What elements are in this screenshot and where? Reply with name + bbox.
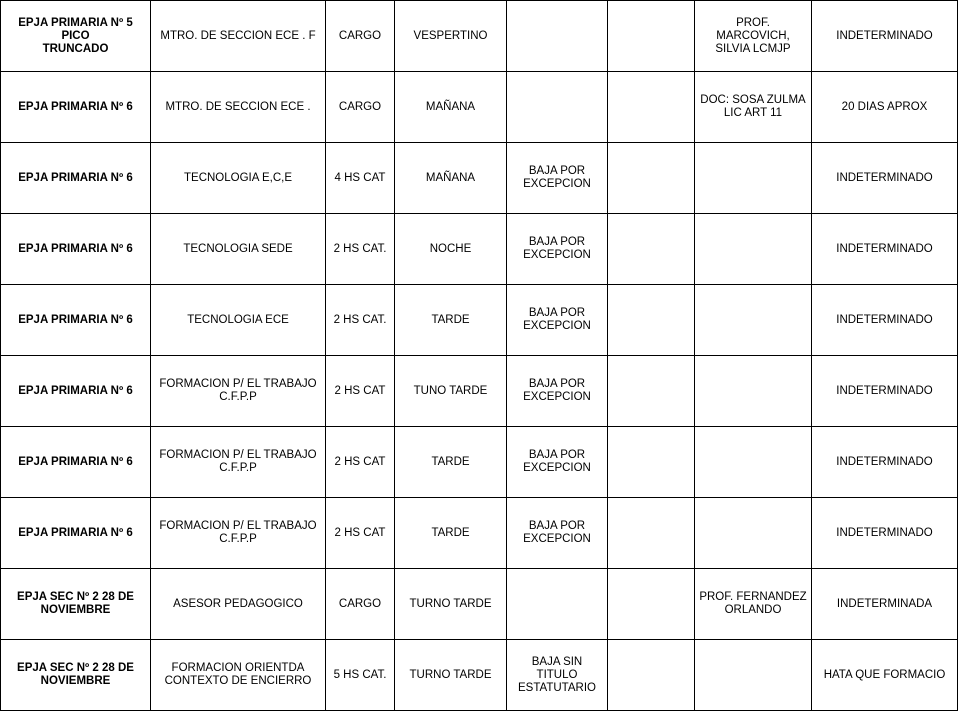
extra-cell (608, 72, 695, 143)
teacher-cell: DOC: SOSA ZULMA LIC ART 11 (695, 72, 812, 143)
type-cell: CARGO (326, 72, 395, 143)
table-row (1, 498, 958, 569)
extra-cell (608, 356, 695, 427)
type-cell: CARGO (326, 569, 395, 640)
duration-cell: 20 DIAS APROX (812, 72, 958, 143)
school-cell: EPJA PRIMARIA Nº 6 (1, 427, 151, 498)
type-cell: CARGO (326, 1, 395, 72)
shift-cell: TARDE (395, 498, 507, 569)
shift-cell: TARDE (395, 285, 507, 356)
subject-cell: TECNOLOGIA E,C,E (151, 143, 326, 214)
duration-cell: INDETERMINADO (812, 356, 958, 427)
duration-cell: INDETERMINADO (812, 427, 958, 498)
duration-cell: INDETERMINADO (812, 214, 958, 285)
teacher-cell (695, 143, 812, 214)
shift-cell: VESPERTINO (395, 1, 507, 72)
shift-cell: TARDE (395, 427, 507, 498)
type-cell: 2 HS CAT (326, 356, 395, 427)
type-cell: 2 HS CAT (326, 498, 395, 569)
teacher-cell (695, 285, 812, 356)
duration-cell: INDETERMINADO (812, 1, 958, 72)
school-cell: EPJA PRIMARIA Nº 6 (1, 285, 151, 356)
teacher-cell: PROF. FERNANDEZ ORLANDO (695, 569, 812, 640)
type-cell: 2 HS CAT. (326, 285, 395, 356)
reason-cell: BAJA POR EXCEPCION (507, 427, 608, 498)
teacher-cell (695, 427, 812, 498)
subject-cell: FORMACION ORIENTDA CONTEXTO DE ENCIERRO (151, 640, 326, 711)
reason-cell: BAJA POR EXCEPCION (507, 498, 608, 569)
extra-cell (608, 427, 695, 498)
school-cell: EPJA PRIMARIA Nº 5 PICO TRUNCADO (1, 1, 151, 72)
table-row (1, 640, 958, 711)
school-cell: EPJA SEC Nº 2 28 DE NOVIEMBRE (1, 569, 151, 640)
extra-cell (608, 1, 695, 72)
extra-cell (608, 640, 695, 711)
table-row (1, 569, 958, 640)
teacher-cell (695, 214, 812, 285)
school-cell: EPJA PRIMARIA Nº 6 (1, 143, 151, 214)
reason-cell: BAJA POR EXCEPCION (507, 143, 608, 214)
type-cell: 4 HS CAT (326, 143, 395, 214)
shift-cell: TURNO TARDE (395, 640, 507, 711)
table-row (1, 427, 958, 498)
teacher-cell (695, 498, 812, 569)
duration-cell: INDETERMINADO (812, 143, 958, 214)
type-cell: 2 HS CAT. (326, 214, 395, 285)
school-cell: EPJA PRIMARIA Nº 6 (1, 214, 151, 285)
subject-cell: MTRO. DE SECCION ECE . (151, 72, 326, 143)
duration-cell: INDETERMINADA (812, 569, 958, 640)
extra-cell (608, 285, 695, 356)
reason-cell (507, 569, 608, 640)
school-cell: EPJA PRIMARIA Nº 6 (1, 498, 151, 569)
shift-cell: TURNO TARDE (395, 569, 507, 640)
school-cell: EPJA PRIMARIA Nº 6 (1, 356, 151, 427)
reason-cell: BAJA POR EXCEPCION (507, 214, 608, 285)
shift-cell: MAÑANA (395, 72, 507, 143)
subject-cell: TECNOLOGIA SEDE (151, 214, 326, 285)
subject-cell: TECNOLOGIA ECE (151, 285, 326, 356)
reason-cell: BAJA POR EXCEPCION (507, 356, 608, 427)
subject-cell: FORMACION P/ EL TRABAJO C.F.P.P (151, 356, 326, 427)
teacher-cell (695, 640, 812, 711)
reason-cell: BAJA SIN TITULO ESTATUTARIO (507, 640, 608, 711)
school-cell: EPJA PRIMARIA Nº 6 (1, 72, 151, 143)
subject-cell: ASESOR PEDAGOGICO (151, 569, 326, 640)
subject-cell: FORMACION P/ EL TRABAJO C.F.P.P (151, 498, 326, 569)
subject-cell: FORMACION P/ EL TRABAJO C.F.P.P (151, 427, 326, 498)
extra-cell (608, 569, 695, 640)
reason-cell: BAJA POR EXCEPCION (507, 285, 608, 356)
shift-cell: MAÑANA (395, 143, 507, 214)
shift-cell: NOCHE (395, 214, 507, 285)
table-row (1, 214, 958, 285)
duration-cell: HATA QUE FORMACIO (812, 640, 958, 711)
table-row (1, 143, 958, 214)
type-cell: 2 HS CAT (326, 427, 395, 498)
extra-cell (608, 498, 695, 569)
shift-cell: TUNO TARDE (395, 356, 507, 427)
table-body (1, 1, 958, 711)
reason-cell (507, 1, 608, 72)
extra-cell (608, 143, 695, 214)
duration-cell: INDETERMINADO (812, 285, 958, 356)
type-cell: 5 HS CAT. (326, 640, 395, 711)
teacher-cell (695, 356, 812, 427)
table-row (1, 356, 958, 427)
duration-cell: INDETERMINADO (812, 498, 958, 569)
school-cell: EPJA SEC Nº 2 28 DE NOVIEMBRE (1, 640, 151, 711)
table-row (1, 1, 958, 72)
teacher-cell: PROF. MARCOVICH, SILVIA LCMJP (695, 1, 812, 72)
subject-cell: MTRO. DE SECCION ECE . F (151, 1, 326, 72)
reason-cell (507, 72, 608, 143)
table-row (1, 285, 958, 356)
table-row (1, 72, 958, 143)
extra-cell (608, 214, 695, 285)
